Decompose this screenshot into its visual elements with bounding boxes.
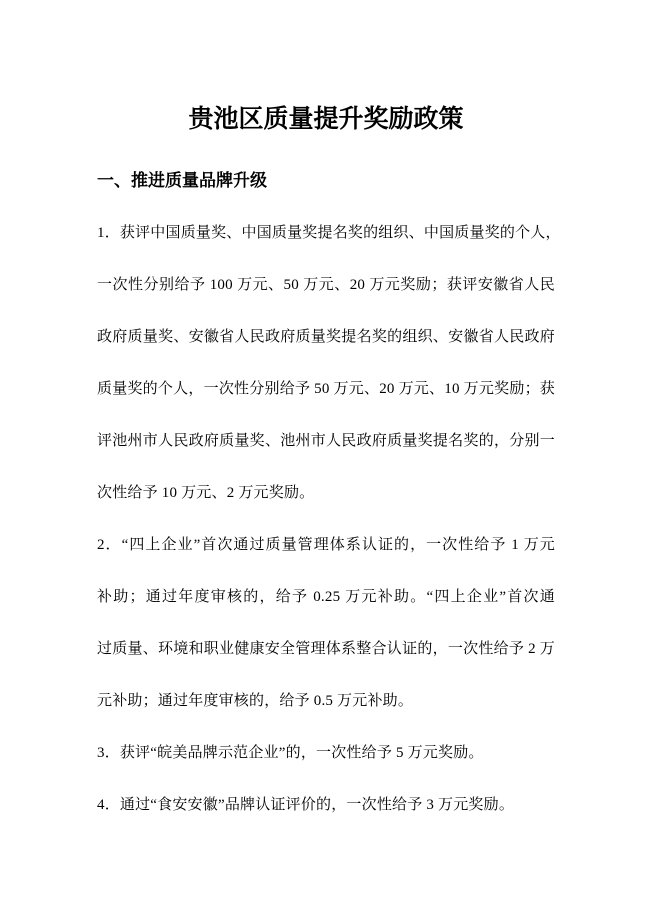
text-line: 补助；通过年度审核的，给予 0.25 万元补助。“四上企业”首次通 bbox=[97, 589, 555, 605]
text-line: 评池州市人民政府质量奖、池州市人民政府质量奖提名奖的，分别一 bbox=[97, 433, 555, 449]
text-line: 元补助；通过年度审核的，给予 0.5 万元补助。 bbox=[97, 693, 414, 709]
document-title: 贵池区质量提升奖励政策 bbox=[188, 106, 464, 133]
paragraph-1 bbox=[97, 207, 561, 519]
text-line: 过质量、环境和职业健康安全管理体系整合认证的，一次性给予 2 万 bbox=[97, 641, 555, 657]
text-line: 3．获评“皖美品牌示范企业”的，一次性给予 5 万元奖励。 bbox=[97, 745, 484, 761]
paragraph-4 bbox=[97, 779, 555, 831]
document-body bbox=[97, 100, 561, 831]
text-line: 2．“四上企业”首次通过质量管理体系认证的，一次性给予 1 万元 bbox=[97, 537, 555, 553]
section-heading: 一、推进质量品牌升级 bbox=[97, 171, 267, 190]
text-line: 次性给予 10 万元、2 万元奖励。 bbox=[97, 485, 315, 501]
paragraph-2 bbox=[97, 519, 555, 727]
text-line: 质量奖的个人，一次性分别给予 50 万元、20 万元、10 万元奖励；获 bbox=[97, 381, 555, 397]
text-line: 1．获评中国质量奖、中国质量奖提名奖的组织、中国质量奖的个人， bbox=[97, 225, 561, 241]
text-line: 一次性分别给予 100 万元、50 万元、20 万元奖励；获评安徽省人民 bbox=[97, 277, 555, 293]
text-line: 4．通过“食安安徽”品牌认证评价的，一次性给予 3 万元奖励。 bbox=[97, 797, 515, 813]
paragraph-3 bbox=[97, 727, 555, 779]
text-line: 政府质量奖、安徽省人民政府质量奖提名奖的组织、安徽省人民政府 bbox=[97, 329, 555, 345]
